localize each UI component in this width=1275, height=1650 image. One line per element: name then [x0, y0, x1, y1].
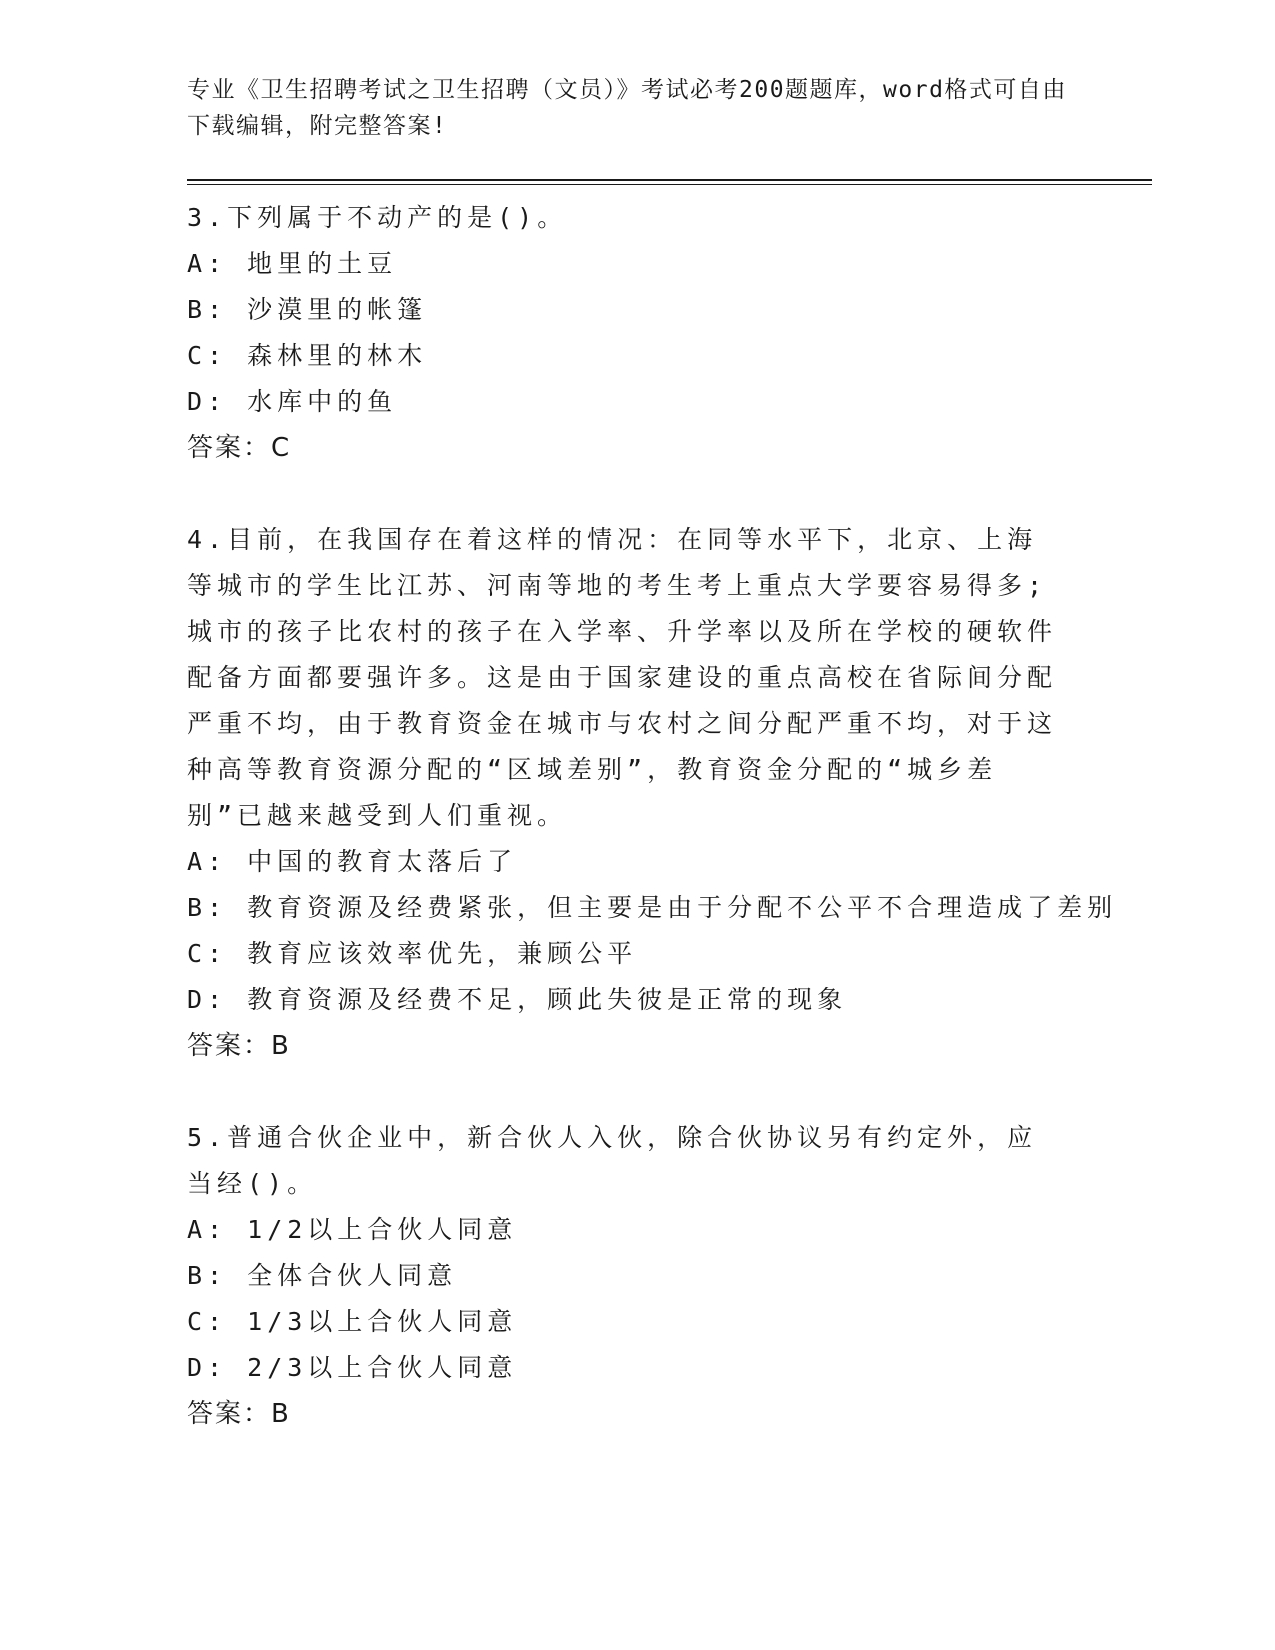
question-stem: 5.普通合伙企业中，新合伙人入伙，除合伙协议另有约定外，应当经()。: [187, 1123, 1038, 1198]
option-c: C: 教育应该效率优先，兼顾公平: [187, 939, 638, 968]
option-a: A: 中国的教育太落后了: [187, 847, 518, 876]
question-4: [187, 517, 1118, 1069]
answer-label: 答案：B: [187, 1399, 291, 1429]
option-b: B: 全体合伙人同意: [187, 1261, 458, 1290]
question-stem: 4.目前，在我国存在着这样的情况：在同等水平下，北京、上海等城市的学生比江苏、河南等地的考生考上重点大学要容易得多;城市的孩子比农村的孩子在入学率、升学率以及所在学校的硬软件配备方面都要强许多。这是由于国家建设的重点高校在省际间分配严重不均，由于教育资金在城市与农村之间分配严重不均，对于这种高等教育资源分配的“区域差别”，教育资金分配的“城乡差别”已越来越受到人们重视。: [187, 525, 1058, 830]
answer-label: 答案：C: [187, 433, 292, 463]
option-c: C: 1/3以上合伙人同意: [187, 1307, 518, 1336]
option-b: B: 教育资源及经费紧张，但主要是由于分配不公平不合理造成了差别: [187, 893, 1118, 922]
option-a: A: 1/2以上合伙人同意: [187, 1215, 518, 1244]
document-header: 专业《卫生招聘考试之卫生招聘（文员）》考试必考200题题库，word格式可自由下载编辑，附完整答案!: [187, 77, 1067, 139]
header-divider: [187, 179, 1152, 185]
answer-label: 答案：B: [187, 1031, 291, 1061]
option-d: D: 2/3以上合伙人同意: [187, 1353, 518, 1382]
option-a: A: 地里的土豆: [187, 249, 398, 278]
option-d: D: 教育资源及经费不足，顾此失彼是正常的现象: [187, 985, 848, 1014]
document-page: [187, 72, 1118, 1483]
question-5: [187, 1115, 1087, 1437]
option-b: B: 沙漠里的帐篷: [187, 295, 428, 324]
question-list: [187, 195, 1118, 1437]
question-3: [187, 195, 1087, 471]
question-stem: 3.下列属于不动产的是()。: [187, 203, 568, 232]
option-d: D: 水库中的鱼: [187, 387, 398, 416]
option-c: C: 森林里的林木: [187, 341, 428, 370]
